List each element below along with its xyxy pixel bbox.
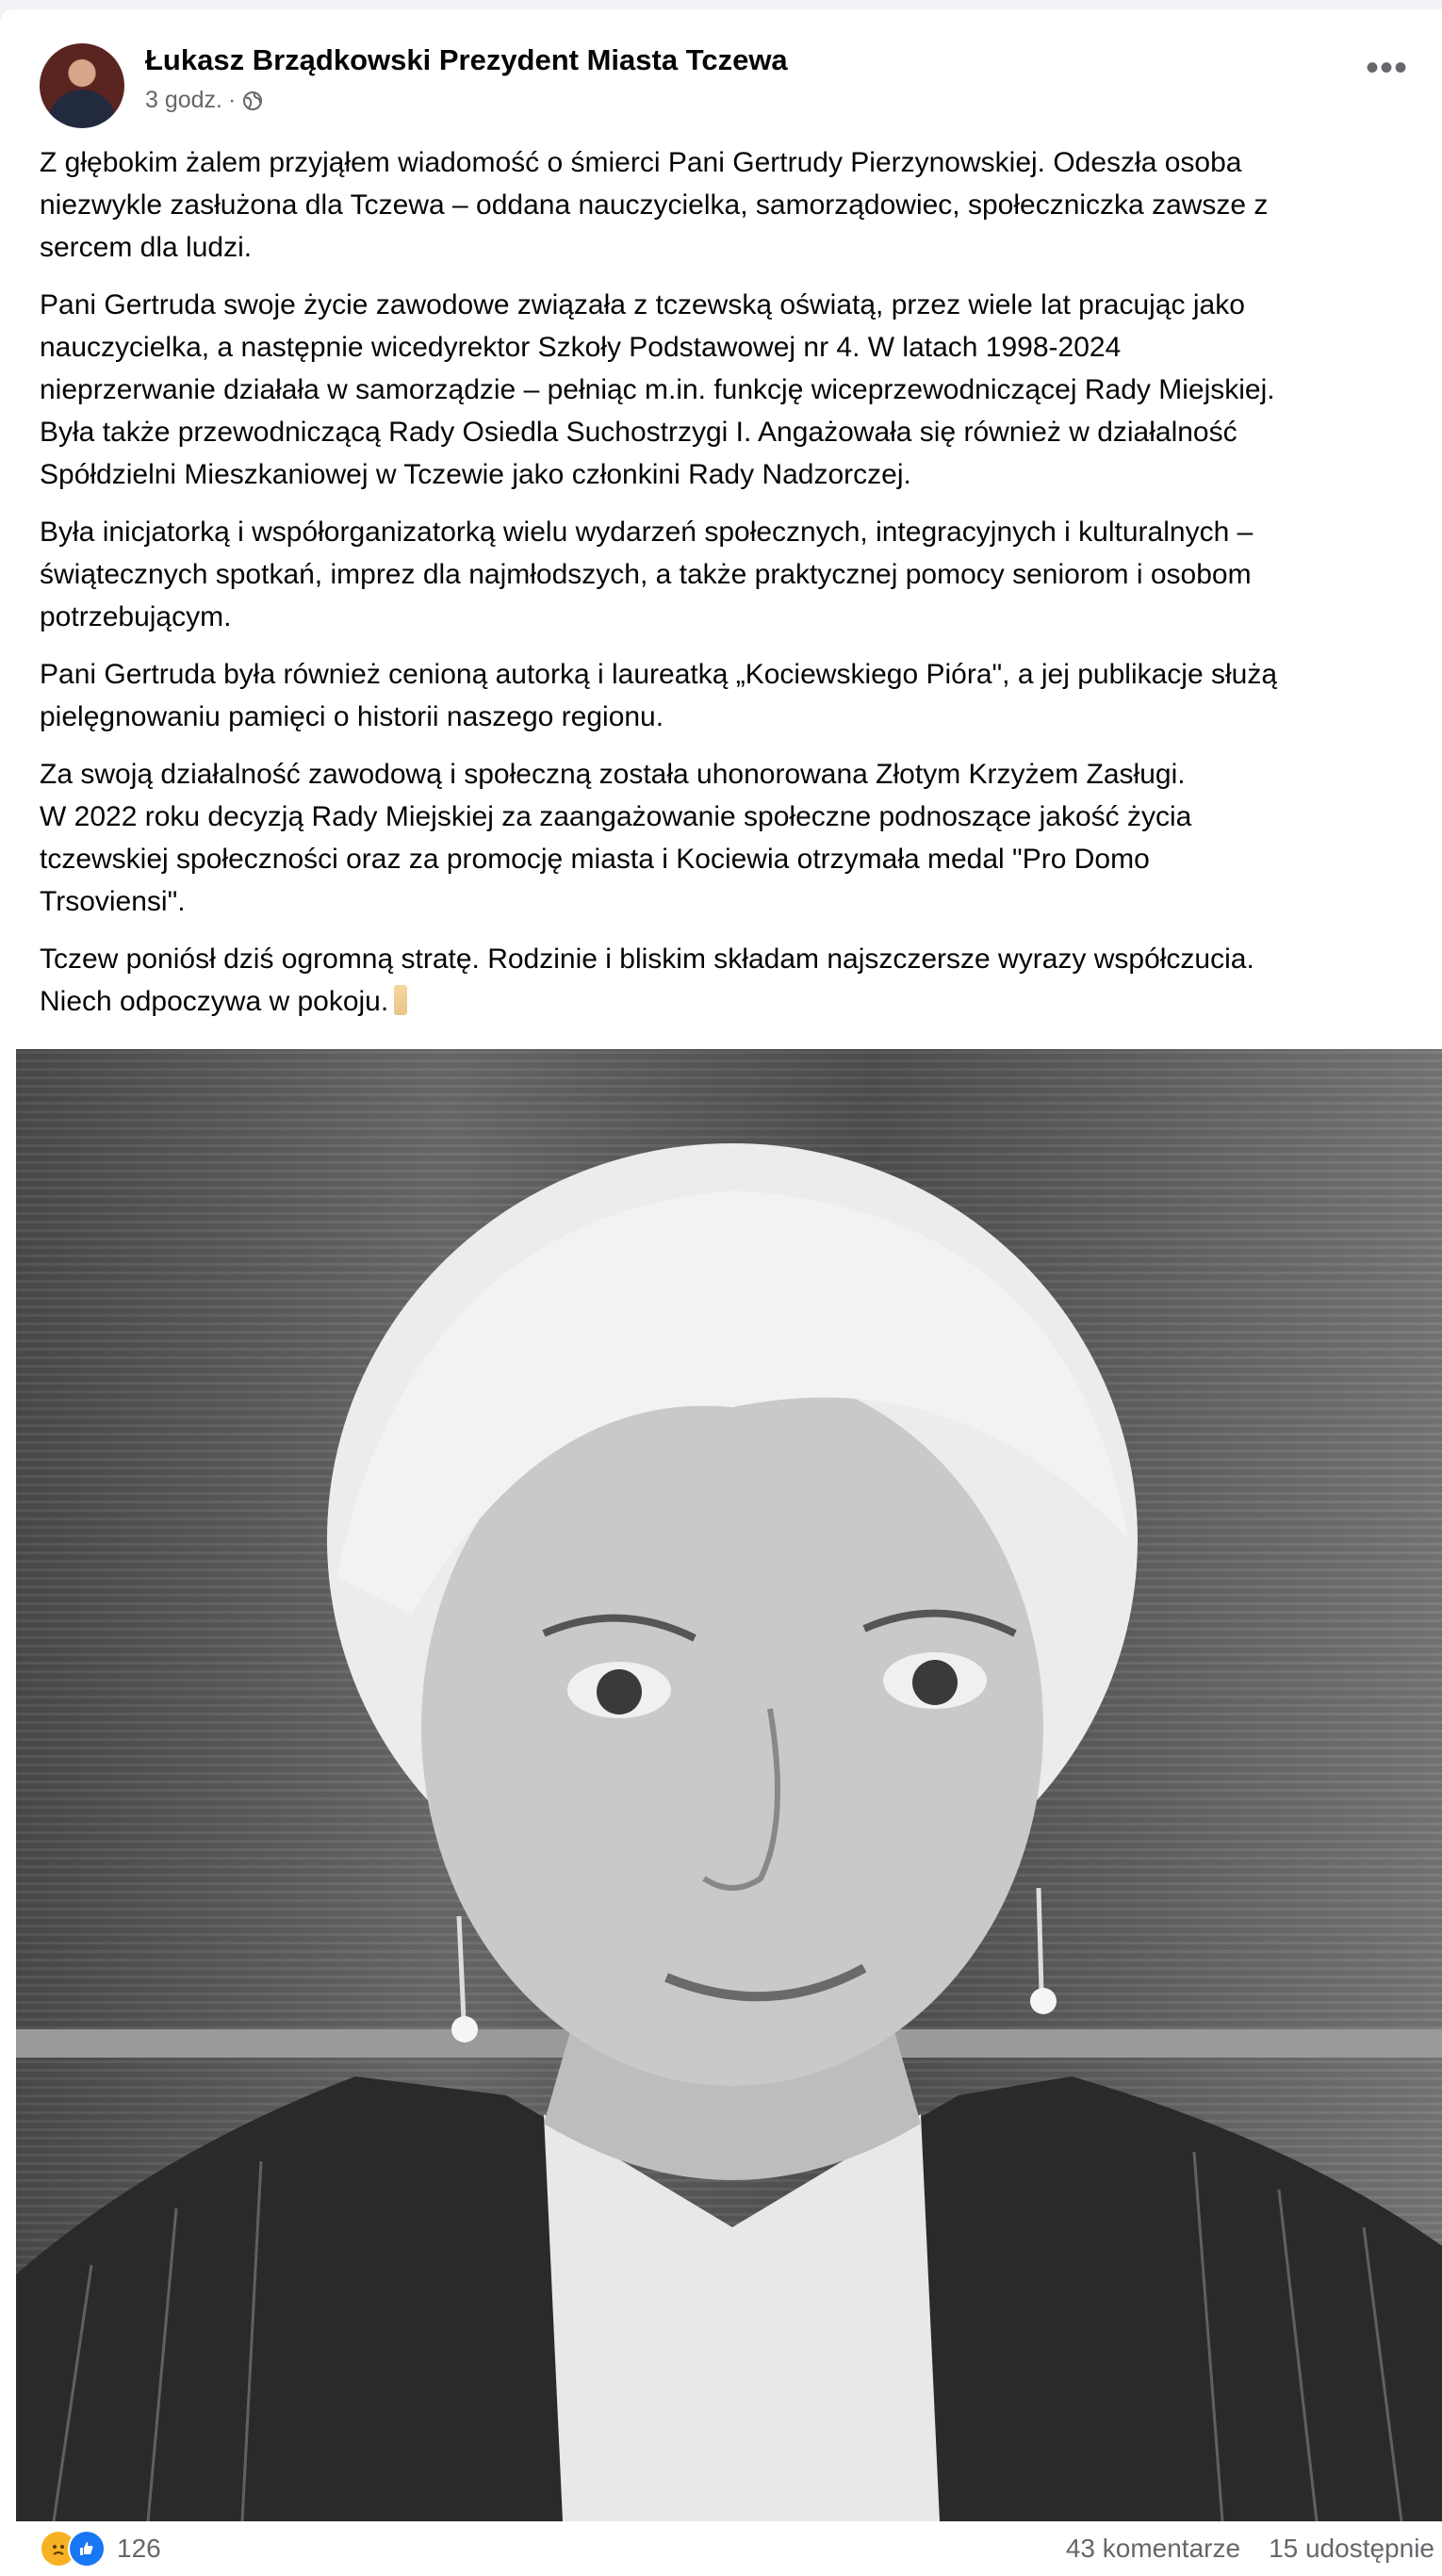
like-reaction-icon [68,2530,106,2568]
post-paragraph: Była inicjatorką i współorganizatorką wielu wydarzeń społecznych, integracyjnych i kulturalnych – świątecznych spotkań, imprez dla najmłodszych, a także praktycznej pomocy seniorom i osobom potrzebującym. [40,517,1254,632]
portrait-illustration [16,1049,1442,2521]
post-paragraph: Za swoją działalność zawodową i społeczną została uhonorowana Złotym Krzyżem Zasługi. W 2022 roku decyzją Rady Miejskiej za zaangażowanie społeczne podnoszące jakość życia tczewskiej społeczności oraz za promocję miasta i Kociewia otrzymała medal "Pro Domo Trsoviensi". [40,759,1192,917]
post-time[interactable]: 3 godz. [145,87,223,113]
comments-link[interactable]: 43 komentarze [1065,2534,1241,2563]
engagement-links [1066,2534,1434,2564]
globe-icon[interactable] [241,90,264,112]
last-paragraph-text: Tczew poniósł dziś ogromną stratę. Rodzinie i bliskim składam najszczersze wyrazy współczucia. Niech odpoczywa w pokoju. [40,943,1254,1017]
post-paragraph: Pani Gertruda swoje życie zawodowe związała z tczewską oświatą, przez wiele lat pracując jako nauczycielka, a następnie wicedyrektor Szkoły Podstawowej nr 4. W latach 1998-2024 nieprzerwanie działała w samorządzie – pełniąc m.in. funkcję wiceprzewodniczącej Rady Miejskiej. Była także przewodniczącą Rady Osiedla Suchostrzygi I. Angażowała się również w działalność Spółdzielni Mieszkaniowej w Tczewie jako członkini Rady Nadzorczej. [40,289,1275,490]
reactions-summary[interactable] [40,2530,161,2568]
post-meta [145,87,264,114]
candle-icon [394,985,407,1015]
author-name[interactable]: Łukasz Brządkowski Prezydent Miasta Tczewa [145,43,788,76]
post-paragraph-last [40,938,1434,1023]
author-avatar[interactable] [40,43,124,128]
post-text [40,141,1434,1038]
post-photo[interactable] [16,1049,1442,2521]
shares-link[interactable]: 15 udostępnie [1269,2534,1434,2563]
post-header [40,34,1416,128]
post-footer [40,2526,1434,2573]
post-paragraph: Pani Gertruda była również cenioną autorką i laureatką „Kociewskiego Pióra", a jej publikacje służą pielęgnowaniu pamięci o historii naszego regionu. [40,659,1278,732]
reaction-count: 126 [117,2534,161,2563]
more-options-icon[interactable]: ••• [1365,47,1408,89]
post-paragraph: Z głębokim żalem przyjąłem wiadomość o śmierci Pani Gertrudy Pierzynowskiej. Odeszła osoba niezwykle zasłużona dla Tczewa – oddana nauczycielka, samorządowiec, społeczniczka zawsze z sercem dla ludzi. [40,147,1269,263]
facebook-post [0,9,1442,2576]
meta-separator: · [228,87,237,113]
